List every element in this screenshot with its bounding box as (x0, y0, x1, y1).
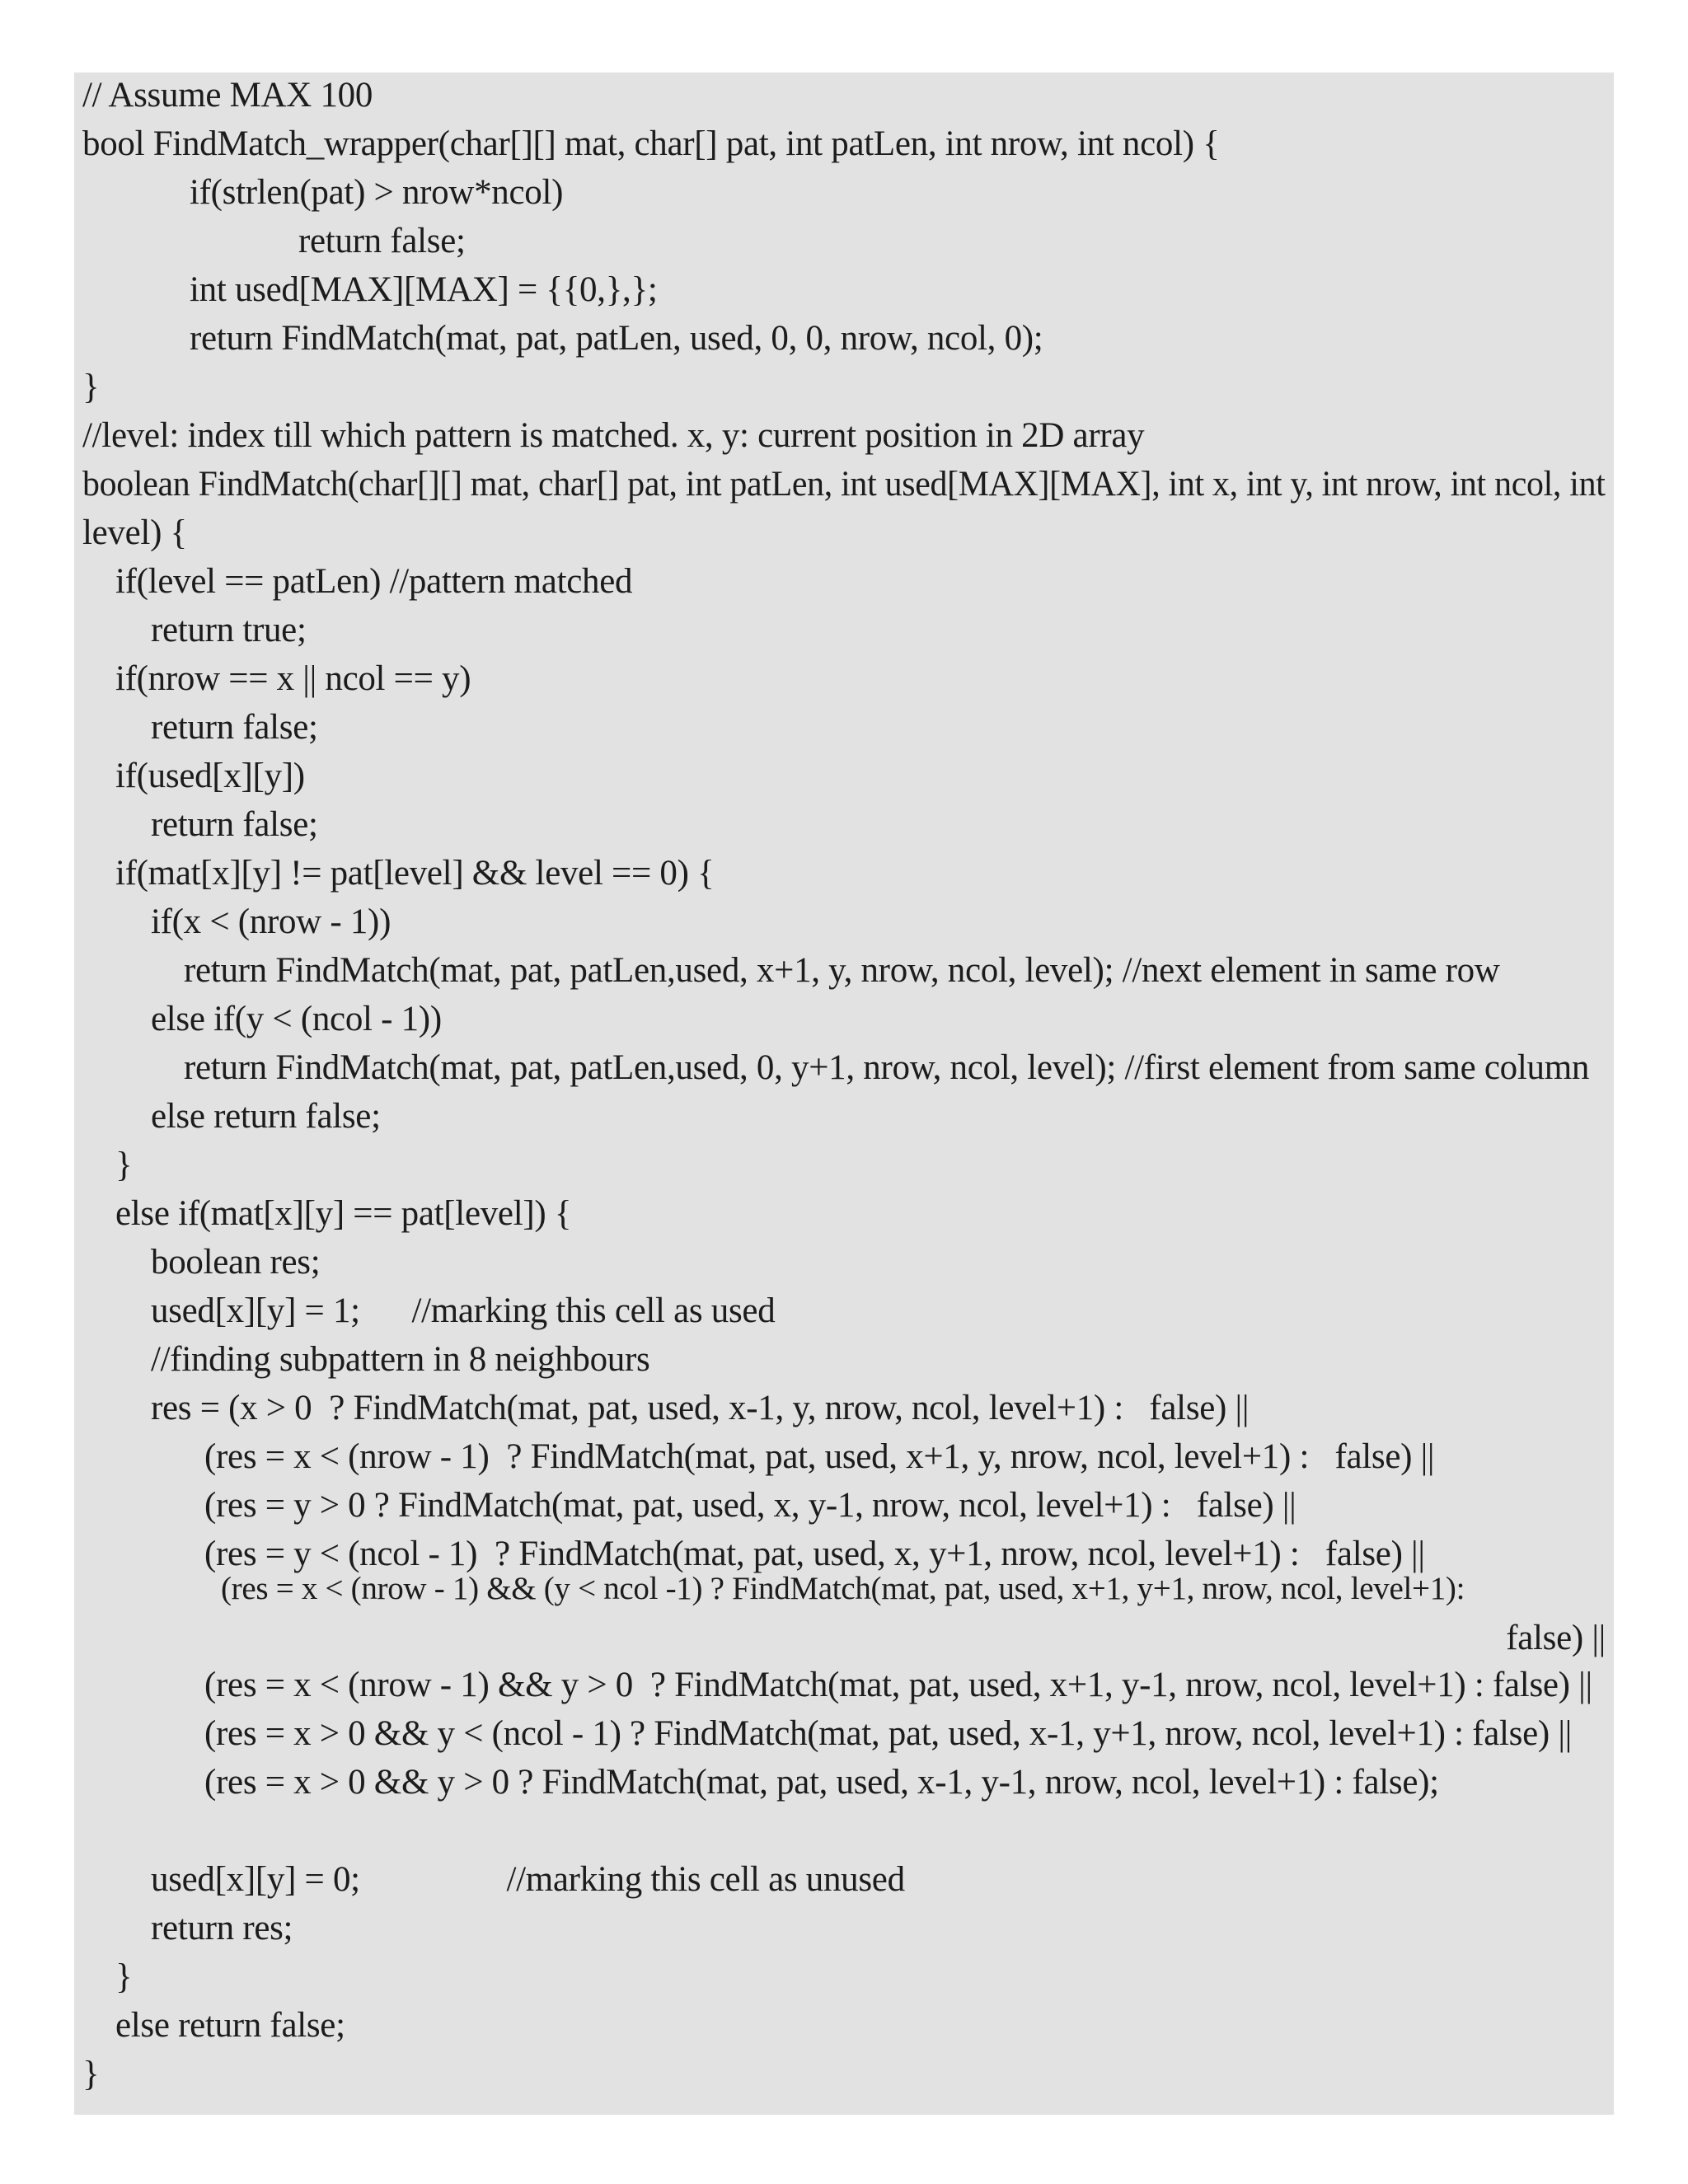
code-line-31: (res = y < (ncol - 1) ? FindMatch(mat, pat, used, x, y+1, nrow, ncol, level+1) : false) || (204, 1535, 1425, 1573)
code-line-25: boolean res; (151, 1243, 321, 1282)
code-line-35: (res = x > 0 && y < (ncol - 1) ? FindMatch(mat, pat, used, x-1, y+1, nrow, ncol, level+1) : false) || (204, 1714, 1572, 1753)
code-line-36: (res = x > 0 && y > 0 ? FindMatch(mat, pat, used, x-1, y-1, nrow, ncol, level+1) : false); (204, 1763, 1439, 1802)
code-line-40: else return false; (115, 2006, 345, 2045)
code-line-1: // Assume MAX 100 (82, 76, 373, 115)
code-line-14: return false; (151, 708, 318, 747)
code-line-19: return FindMatch(mat, pat, patLen,used, x+1, y, nrow, ncol, level); //next element in same row (184, 951, 1500, 990)
code-line-37: used[x][y] = 0; //marking this cell as unused (151, 1860, 905, 1899)
code-line-7: } (82, 368, 100, 406)
code-line-21: return FindMatch(mat, pat, patLen,used, 0, y+1, nrow, ncol, level); //first element from same column (184, 1048, 1590, 1087)
code-line-32: (res = x < (nrow - 1) && (y < ncol -1) ? FindMatch(mat, pat, used, x+1, y+1, nrow, ncol, level+1): (221, 1571, 1465, 1606)
code-line-12: return true; (151, 611, 307, 649)
code-listing (74, 73, 1614, 2115)
code-line-8: //level: index till which pattern is matched. x, y: current position in 2D array (82, 416, 1145, 455)
code-line-24: else if(mat[x][y] == pat[level]) { (115, 1194, 572, 1233)
code-line-3: if(strlen(pat) > nrow*ncol) (190, 173, 564, 212)
code-line-39: } (115, 1957, 133, 1996)
code-line-28: res = (x > 0 ? FindMatch(mat, pat, used, x-1, y, nrow, ncol, level+1) : false) || (151, 1389, 1250, 1427)
code-line-13: if(nrow == x || ncol == y) (115, 659, 471, 698)
code-line-38: return res; (151, 1909, 293, 1947)
code-line-20: else if(y < (ncol - 1)) (151, 1000, 442, 1038)
code-line-5: int used[MAX][MAX] = {{0,},}; (190, 270, 658, 309)
code-line-26: used[x][y] = 1; //marking this cell as used (151, 1291, 776, 1330)
code-line-11: if(level == patLen) //pattern matched (115, 562, 633, 601)
code-line-16: return false; (151, 805, 318, 844)
code-line-17: if(mat[x][y] != pat[level] && level == 0) { (115, 854, 715, 893)
code-line-41: } (82, 2055, 100, 2093)
code-line-9: boolean FindMatch(char[][] mat, char[] pat, int patLen, int used[MAX][MAX], int x, int y, int nrow, int ncol, int (82, 465, 1606, 504)
code-line-29: (res = x < (nrow - 1) ? FindMatch(mat, pat, used, x+1, y, nrow, ncol, level+1) : false) || (204, 1437, 1435, 1476)
code-line-2: bool FindMatch_wrapper(char[][] mat, char[] pat, int patLen, int nrow, int ncol) { (82, 124, 1220, 163)
code-line-22: else return false; (151, 1097, 381, 1136)
code-line-10: level) { (82, 513, 187, 552)
code-line-6: return FindMatch(mat, pat, patLen, used, 0, 0, nrow, ncol, 0); (190, 319, 1043, 358)
code-line-4: return false; (298, 222, 466, 260)
code-line-34: (res = x < (nrow - 1) && y > 0 ? FindMatch(mat, pat, used, x+1, y-1, nrow, ncol, level+1) : false) || (204, 1666, 1592, 1704)
code-line-23: } (115, 1146, 133, 1184)
code-line-15: if(used[x][y]) (115, 757, 305, 795)
code-line-27: //finding subpattern in 8 neighbours (151, 1340, 650, 1379)
code-line-18: if(x < (nrow - 1)) (151, 902, 392, 941)
code-line-33: false) || (1506, 1619, 1606, 1657)
code-line-30: (res = y > 0 ? FindMatch(mat, pat, used, x, y-1, nrow, ncol, level+1) : false) || (204, 1486, 1296, 1525)
